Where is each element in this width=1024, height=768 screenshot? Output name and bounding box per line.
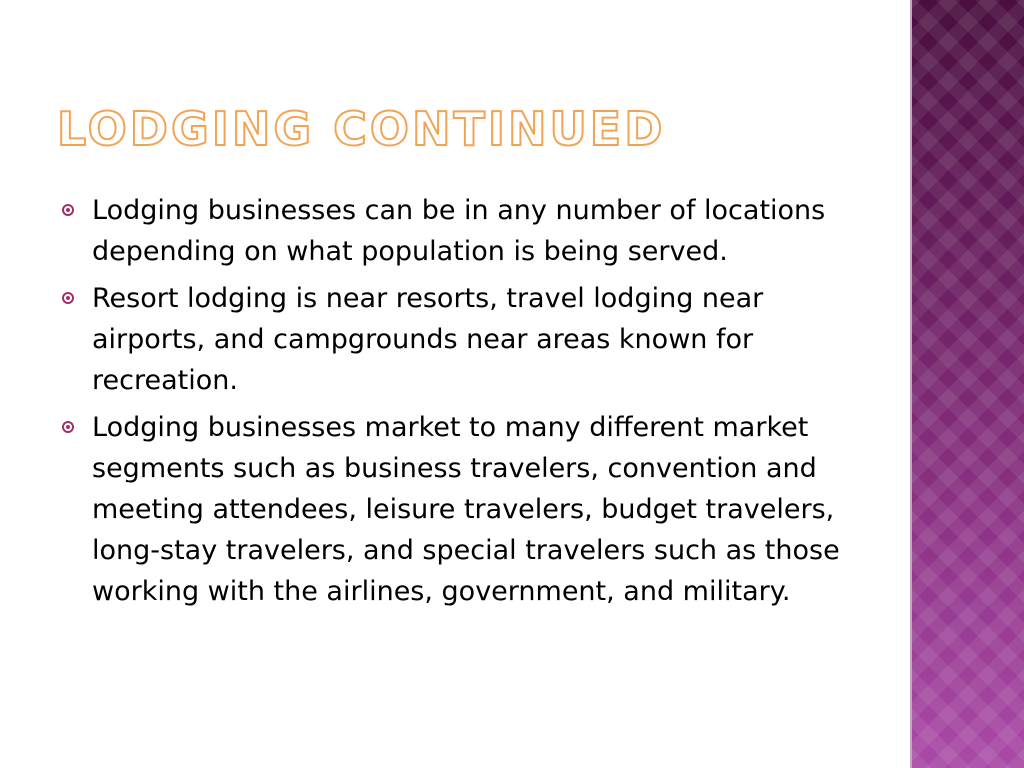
slide-title: LODGING CONTINUED [57,102,666,156]
bullet-text: Lodging businesses can be in any number of locations depending on what population is being served. [92,195,826,267]
bullet-item [60,278,850,401]
bullet-item [60,190,850,272]
bullet-item [60,407,850,612]
decorative-side-band [912,0,1024,768]
circle-dot-icon [62,204,74,216]
circle-dot-icon [62,421,74,433]
bullet-text: Lodging businesses market to many different market segments such as business travelers, convention and meeting attendees, leisure travelers, budget travelers, long-stay travelers, and special travelers such as those working with the airlines, government, and military. [92,412,840,607]
circle-dot-icon [62,292,74,304]
bullet-text: Resort lodging is near resorts, travel lodging near airports, and campgrounds near areas known for recreation. [92,283,764,396]
bullet-list [60,190,850,618]
